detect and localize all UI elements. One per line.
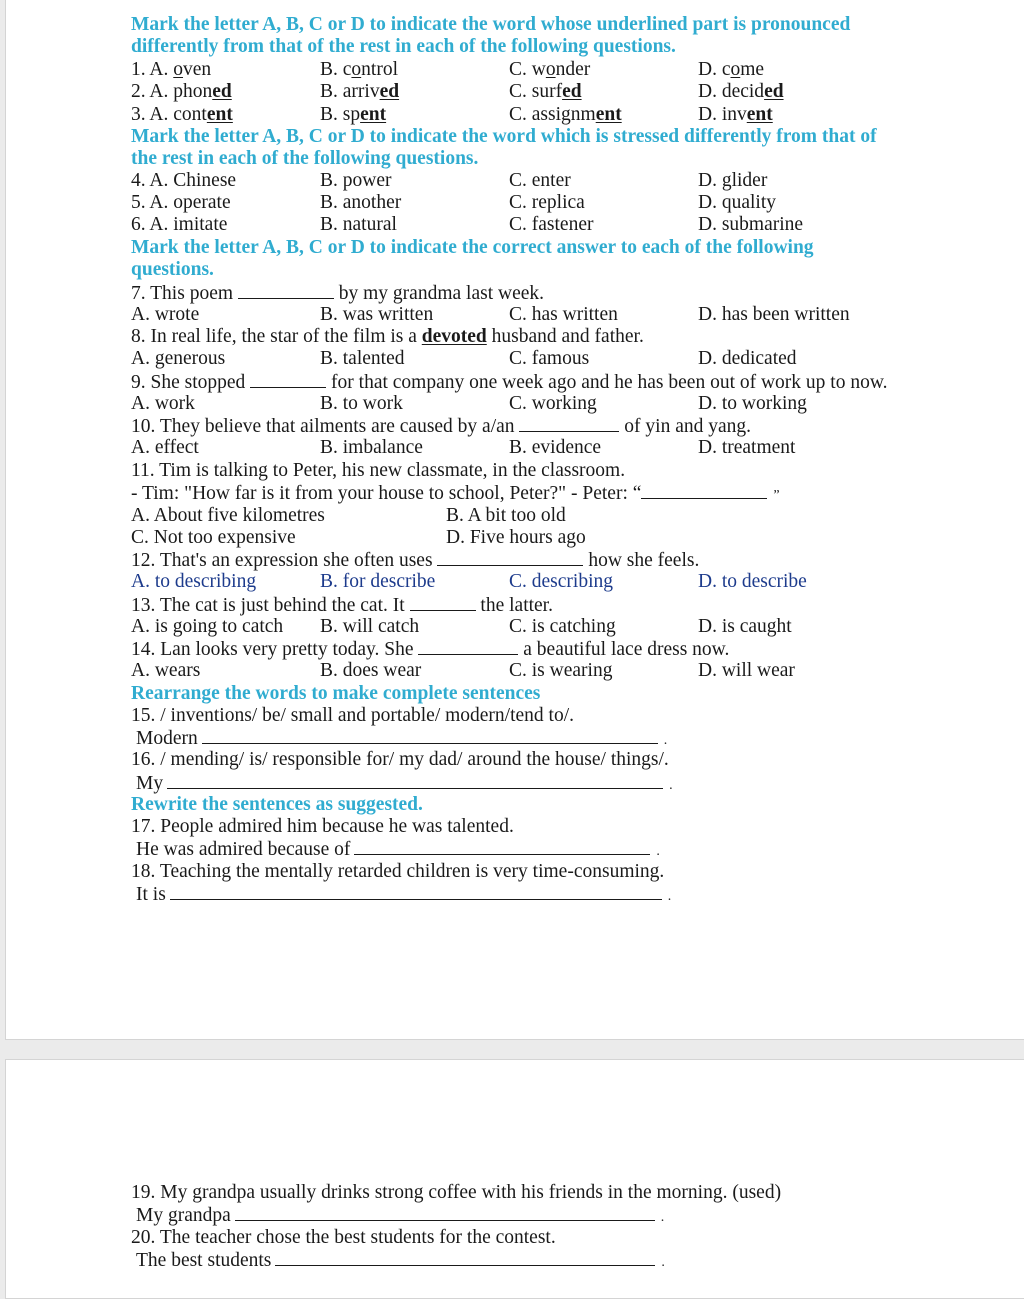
q19-answer-blank[interactable] <box>235 1204 655 1221</box>
q3-option-c: C. assignment <box>509 104 622 125</box>
q16-answer-line: My . <box>136 773 673 794</box>
q7-option-c: C. has written <box>509 304 618 325</box>
q19-prompt: 19. My grandpa usually drinks strong coffee with his friends in the morning. (used) <box>131 1182 782 1203</box>
q9-option-b: B. to work <box>320 393 403 414</box>
q17-prompt: 17. People admired him because he was talented. <box>131 816 514 837</box>
q9-option-c: C. working <box>509 393 597 414</box>
q5-option-d: D. quality <box>698 192 776 213</box>
section4-instruction: Rearrange the words to make complete sentences <box>131 683 541 704</box>
q11-stem: 11. Tim is talking to Peter, his new classmate, in the classroom. <box>131 460 626 481</box>
q2-option-c: C. surfed <box>509 81 582 102</box>
q6-option-c: C. fastener <box>509 214 594 235</box>
q14-option-a: A. wears <box>131 660 201 681</box>
q1-option-c: C. wonder <box>509 59 591 80</box>
q11-answer-blank[interactable] <box>641 482 767 499</box>
q20-answer-line: The best students . <box>136 1250 665 1271</box>
q1-option-a: 1. A. oven <box>131 59 212 80</box>
q3-option-b: B. spent <box>320 104 387 125</box>
q5-option-a: 5. A. operate <box>131 192 231 213</box>
q17-answer-blank[interactable] <box>354 838 650 855</box>
q10-stem: 10. They believe that ailments are caused by a/an of yin and yang. <box>131 416 752 437</box>
q18-answer-line: It is . <box>136 884 672 905</box>
q10-answer-blank[interactable] <box>519 415 619 432</box>
section3-instruction-line1: Mark the letter A, B, C or D to indicate the correct answer to each of the following <box>131 237 814 258</box>
q13-option-c: C. is catching <box>509 616 616 637</box>
q14-answer-blank[interactable] <box>418 638 518 655</box>
q4-option-a: 4. A. Chinese <box>131 170 237 191</box>
q20-answer-blank[interactable] <box>275 1249 655 1266</box>
section1-instruction-line2: differently from that of the rest in each of the following questions. <box>131 36 676 57</box>
q9-option-a: A. work <box>131 393 195 414</box>
q9-option-d: D. to working <box>698 393 807 414</box>
q13-stem: 13. The cat is just behind the cat. It the latter. <box>131 595 553 616</box>
q10-option-d: D. treatment <box>698 437 796 458</box>
q13-option-d: D. is caught <box>698 616 792 637</box>
q11-option-b: B. A bit too old <box>446 505 566 526</box>
section2-instruction-line2: the rest in each of the following questions. <box>131 148 479 169</box>
q12-option-b: B. for describe <box>320 571 436 592</box>
q8-option-b: B. talented <box>320 348 405 369</box>
q12-option-d: D. to describe <box>698 571 807 592</box>
q12-option-a: A. to describing <box>131 571 257 592</box>
q19-answer-line: My grandpa . <box>136 1205 665 1226</box>
q10-option-b: B. imbalance <box>320 437 423 458</box>
q7-option-a: A. wrote <box>131 304 200 325</box>
q3-option-a: 3. A. content <box>131 104 233 125</box>
q8-option-d: D. dedicated <box>698 348 797 369</box>
q2-option-d: D. decided <box>698 81 784 102</box>
q20-prompt: 20. The teacher chose the best students for the contest. <box>131 1227 556 1248</box>
q5-option-b: B. another <box>320 192 402 213</box>
q6-option-d: D. submarine <box>698 214 804 235</box>
q14-option-d: D. will wear <box>698 660 795 681</box>
q4-option-b: B. power <box>320 170 392 191</box>
section5-instruction: Rewrite the sentences as suggested. <box>131 794 423 815</box>
q13-answer-blank[interactable] <box>410 594 476 611</box>
q8-key-word: devoted <box>421 326 487 347</box>
q4-option-c: C. enter <box>509 170 571 191</box>
q8-option-c: C. famous <box>509 348 590 369</box>
q11-dialog: - Tim: "How far is it from your house to school, Peter?" - Peter: “ ” <box>131 483 780 504</box>
q8-option-a: A. generous <box>131 348 226 369</box>
q1-option-b: B. control <box>320 59 399 80</box>
q7-stem: 7. This poem by my grandma last week. <box>131 283 545 304</box>
q7-option-b: B. was written <box>320 304 434 325</box>
q7-answer-blank[interactable] <box>238 282 334 299</box>
q9-answer-blank[interactable] <box>250 371 326 388</box>
q8-stem: 8. In real life, the star of the film is a devoted husband and father. <box>131 326 644 347</box>
q11-option-a: A. About five kilometres <box>131 505 325 526</box>
q16-prompt: 16. / mending/ is/ responsible for/ my dad/ around the house/ things/. <box>131 749 669 770</box>
q14-option-b: B. does wear <box>320 660 422 681</box>
q10-option-c: B. evidence <box>509 437 602 458</box>
q3-option-d: D. invent <box>698 104 773 125</box>
q17-answer-line: He was admired because of . <box>136 839 660 860</box>
q13-option-b: B. will catch <box>320 616 420 637</box>
q6-option-a: 6. A. imitate <box>131 214 228 235</box>
q18-prompt: 18. Teaching the mentally retarded children is very time-consuming. <box>131 861 665 882</box>
q1-option-d: D. come <box>698 59 765 80</box>
section3-instruction-line2: questions. <box>131 259 214 280</box>
q6-option-b: B. natural <box>320 214 397 235</box>
q12-option-c: C. describing <box>509 571 613 592</box>
q15-answer-blank[interactable] <box>202 727 658 744</box>
q16-answer-blank[interactable] <box>167 772 663 789</box>
section2-instruction-line1: Mark the letter A, B, C or D to indicate the word which is stressed differently from that of <box>131 126 877 147</box>
q14-option-c: C. is wearing <box>509 660 613 681</box>
q10-option-a: A. effect <box>131 437 199 458</box>
q7-option-d: D. has been written <box>698 304 850 325</box>
q9-stem: 9. She stopped for that company one week ago and he has been out of work up to now. <box>131 372 888 393</box>
q15-prompt: 15. / inventions/ be/ small and portable/ modern/tend to/. <box>131 705 575 726</box>
q2-option-b: B. arrived <box>320 81 400 102</box>
section1-instruction-line1: Mark the letter A, B, C or D to indicate the word whose underlined part is pronounced <box>131 14 851 35</box>
q18-answer-blank[interactable] <box>170 883 662 900</box>
q13-option-a: A. is going to catch <box>131 616 284 637</box>
q4-option-d: D. glider <box>698 170 768 191</box>
q11-option-d: D. Five hours ago <box>446 527 586 548</box>
q14-stem: 14. Lan looks very pretty today. She a beautiful lace dress now. <box>131 639 730 660</box>
q12-stem: 12. That's an expression she often uses how she feels. <box>131 550 700 571</box>
q5-option-c: C. replica <box>509 192 585 213</box>
q12-answer-blank[interactable] <box>437 549 583 566</box>
q15-answer-line: Modern . <box>136 728 668 749</box>
q2-option-a: 2. A. phoned <box>131 81 232 102</box>
q11-option-c: C. Not too expensive <box>131 527 296 548</box>
